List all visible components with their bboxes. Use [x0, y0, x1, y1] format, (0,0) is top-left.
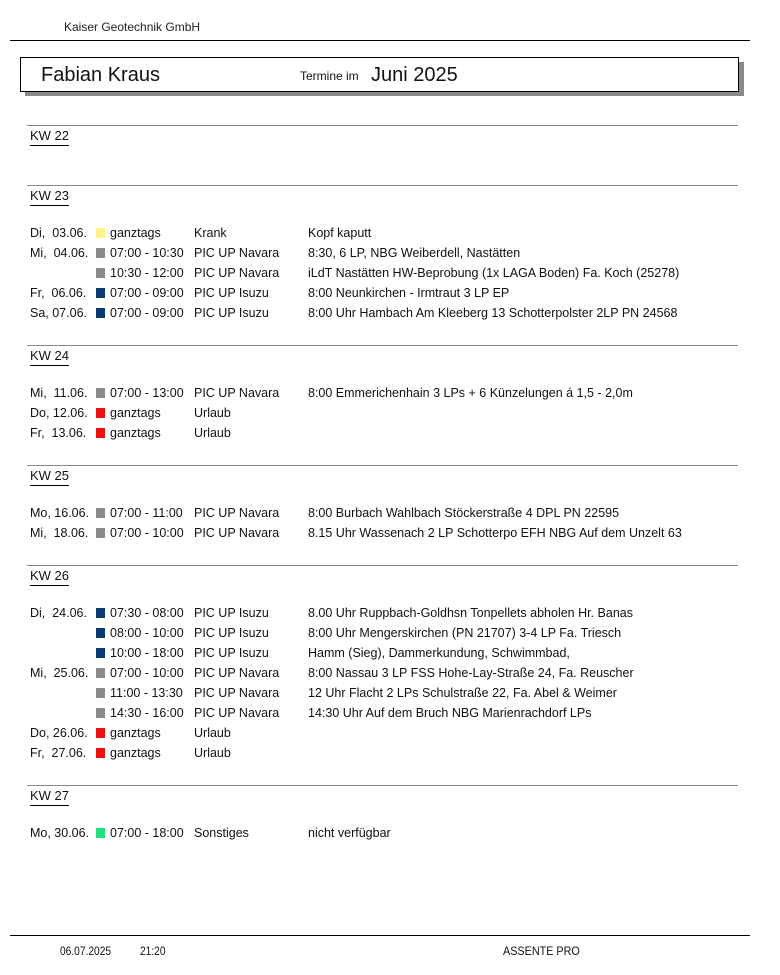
appointment-time: 07:00 - 13:00: [110, 386, 184, 400]
category-color-marker: [96, 628, 105, 638]
appointment-category: Sonstiges: [194, 826, 249, 840]
week-divider: [27, 565, 738, 566]
appointment-day: Mo, 16.06.: [30, 506, 90, 520]
appointment-category: PIC UP Isuzu: [194, 286, 269, 300]
appointment-day: Do, 12.06.: [30, 406, 88, 420]
month-label: Termine im: [300, 69, 359, 83]
appointment-day: Fr, 27.06.: [30, 746, 87, 760]
appointment-category: PIC UP Isuzu: [194, 306, 269, 320]
appointment-category: PIC UP Navara: [194, 666, 280, 680]
category-color-marker: [96, 508, 105, 518]
appointment-category: PIC UP Navara: [194, 686, 280, 700]
appointment-note: 8:00 Burbach Wahlbach Stöckerstraße 4 DPL PN 22595: [308, 506, 620, 520]
appointment-day: Fr, 06.06.: [30, 286, 87, 300]
appointment-time: 07:00 - 11:00: [110, 506, 183, 520]
print-date: 06.07.2025: [60, 944, 112, 958]
appointment-day: Di, 03.06.: [30, 226, 87, 240]
category-color-marker: [96, 828, 105, 838]
app-name: ASSENTE PRO: [503, 944, 580, 958]
appointment-day: Mo, 30.06.: [30, 826, 90, 840]
appointment-day: Mi, 18.06.: [30, 526, 89, 540]
category-color-marker: [96, 648, 105, 658]
category-color-marker: [96, 228, 105, 238]
appointment-note: iLdT Nastätten HW-Beprobung (1x LAGA Boden) Fa. Koch (25278): [308, 266, 680, 280]
appointment-note: 8:30, 6 LP, NBG Weiberdell, Nastätten: [308, 246, 521, 260]
week-label: KW 26: [30, 568, 69, 586]
appointment-category: PIC UP Isuzu: [194, 626, 269, 640]
category-color-marker: [96, 608, 105, 618]
appointment-time: 14:30 - 16:00: [110, 706, 184, 720]
appointment-category: Urlaub: [194, 426, 231, 440]
week-divider: [27, 785, 738, 786]
appointment-time: ganztags: [110, 726, 161, 740]
week-label: KW 22: [30, 128, 69, 146]
appointment-time: ganztags: [110, 426, 161, 440]
category-color-marker: [96, 388, 105, 398]
appointment-time: 08:00 - 10:00: [110, 626, 184, 640]
appointment-note: 12 Uhr Flacht 2 LPs Schulstraße 22, Fa. Abel & Weimer: [308, 686, 617, 700]
category-color-marker: [96, 668, 105, 678]
appointment-category: PIC UP Navara: [194, 506, 280, 520]
appointment-day: Mi, 04.06.: [30, 246, 89, 260]
appointment-note: 8:00 Uhr Hambach Am Kleeberg 13 Schotterpolster 2LP PN 24568: [308, 306, 678, 320]
month-value: Juni 2025: [371, 64, 458, 86]
header-divider: [10, 40, 750, 41]
appointment-category: PIC UP Navara: [194, 526, 280, 540]
week-divider: [27, 345, 738, 346]
appointment-category: Urlaub: [194, 746, 231, 760]
company-name: Kaiser Geotechnik GmbH: [64, 20, 201, 34]
appointment-time: 07:30 - 08:00: [110, 606, 184, 620]
category-color-marker: [96, 268, 105, 278]
appointment-day: Fr, 13.06.: [30, 426, 87, 440]
appointment-note: 8:00 Emmerichenhain 3 LPs + 6 Künzelungen á 1,5 - 2,0m: [308, 386, 633, 400]
category-color-marker: [96, 288, 105, 298]
appointment-note: 8:00 Neunkirchen - Irmtraut 3 LP EP: [308, 286, 510, 300]
category-color-marker: [96, 728, 105, 738]
appointment-note: 8:00 Uhr Mengerskirchen (PN 21707) 3-4 LP Fa. Triesch: [308, 626, 622, 640]
category-color-marker: [96, 708, 105, 718]
appointment-day: Mi, 11.06.: [30, 386, 88, 400]
appointment-time: 07:00 - 10:00: [110, 666, 184, 680]
title-box: [20, 57, 739, 92]
appointment-day: Do, 26.06.: [30, 726, 88, 740]
category-color-marker: [96, 748, 105, 758]
appointment-time: 07:00 - 09:00: [110, 286, 184, 300]
appointment-time: 10:30 - 12:00: [110, 266, 184, 280]
week-label: KW 23: [30, 188, 69, 206]
category-color-marker: [96, 408, 105, 418]
week-label: KW 25: [30, 468, 69, 486]
appointment-note: 8.15 Uhr Wassenach 2 LP Schotterpo EFH NBG Auf dem Unzelt 63: [308, 526, 682, 540]
week-label: KW 24: [30, 348, 69, 366]
appointment-note: nicht verfügbar: [308, 826, 391, 840]
appointment-note: Kopf kaputt: [308, 226, 372, 240]
appointment-category: Krank: [194, 226, 227, 240]
appointment-day: Mi, 25.06.: [30, 666, 89, 680]
week-divider: [27, 465, 738, 466]
category-color-marker: [96, 688, 105, 698]
appointment-category: PIC UP Isuzu: [194, 606, 269, 620]
appointment-category: PIC UP Isuzu: [194, 646, 269, 660]
appointment-category: PIC UP Navara: [194, 386, 280, 400]
week-divider: [27, 125, 738, 126]
print-time: 21:20: [140, 944, 166, 958]
appointment-note: 8.00 Uhr Ruppbach-Goldhsn Tonpellets abholen Hr. Banas: [308, 606, 633, 620]
category-color-marker: [96, 248, 105, 258]
appointment-time: ganztags: [110, 746, 161, 760]
appointment-time: ganztags: [110, 406, 161, 420]
appointment-time: 07:00 - 18:00: [110, 826, 184, 840]
week-divider: [27, 185, 738, 186]
appointment-category: Urlaub: [194, 726, 231, 740]
appointment-time: 10:00 - 18:00: [110, 646, 184, 660]
appointment-category: PIC UP Navara: [194, 706, 280, 720]
appointment-time: 07:00 - 10:00: [110, 526, 184, 540]
appointment-note: Hamm (Sieg), Dammerkundung, Schwimmbad,: [308, 646, 570, 660]
person-name: Fabian Kraus: [41, 64, 160, 86]
appointment-day: Sa, 07.06.: [30, 306, 87, 320]
appointment-note: 8:00 Nassau 3 LP FSS Hohe-Lay-Straße 24, Fa. Reuscher: [308, 666, 634, 680]
appointment-note: 14:30 Uhr Auf dem Bruch NBG Marienrachdorf LPs: [308, 706, 592, 720]
appointment-time: 07:00 - 09:00: [110, 306, 184, 320]
category-color-marker: [96, 308, 105, 318]
appointment-time: 11:00 - 13:30: [110, 686, 183, 700]
appointment-category: Urlaub: [194, 406, 231, 420]
appointment-day: Di, 24.06.: [30, 606, 87, 620]
category-color-marker: [96, 528, 105, 538]
footer-divider: [10, 935, 750, 936]
appointment-category: PIC UP Navara: [194, 246, 280, 260]
category-color-marker: [96, 428, 105, 438]
appointment-category: PIC UP Navara: [194, 266, 280, 280]
appointment-time: ganztags: [110, 226, 161, 240]
week-label: KW 27: [30, 788, 69, 806]
appointment-time: 07:00 - 10:30: [110, 246, 184, 260]
